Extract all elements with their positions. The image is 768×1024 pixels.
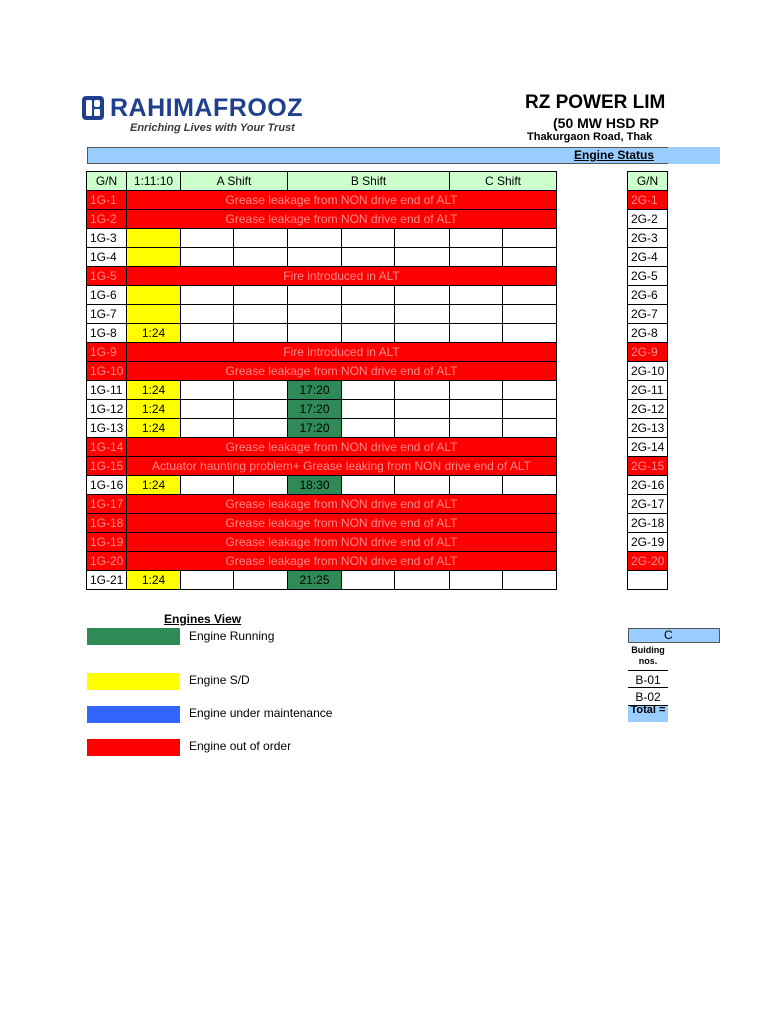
- shift-cell: [342, 248, 395, 267]
- shift-cell: [234, 324, 288, 343]
- rahimafrooz-logo-icon: [82, 96, 104, 120]
- fault-note-cell: Grease leakage from NON drive end of ALT: [127, 210, 557, 229]
- shift-cell: [395, 400, 450, 419]
- shutdown-time-cell: [127, 248, 181, 267]
- legend-swatch-out-of-order: [87, 739, 180, 756]
- building-header-text: C: [664, 628, 673, 642]
- shift-cell: [503, 381, 557, 400]
- shift-cell: [395, 419, 450, 438]
- engine-id-cell: 2G-19: [628, 533, 668, 552]
- logo-tagline: Enriching Lives with Your Trust: [130, 122, 295, 134]
- engine-status-table: [86, 171, 557, 590]
- company-logo: [82, 94, 312, 136]
- engine-id-cell: 1G-15: [87, 457, 127, 476]
- running-time-cell: [288, 286, 342, 305]
- shift-cell: [395, 248, 450, 267]
- table-row: [87, 533, 557, 552]
- shift-cell: [234, 248, 288, 267]
- table-row: [87, 514, 557, 533]
- fault-note-cell: Grease leakage from NON drive end of ALT: [127, 362, 557, 381]
- company-title: RZ POWER LIM: [525, 92, 666, 113]
- shift-cell: [342, 286, 395, 305]
- shift-cell: [234, 381, 288, 400]
- engine-id-cell: 2G-15: [628, 457, 668, 476]
- legend-label-shutdown: Engine S/D: [189, 673, 250, 687]
- shift-cell: [395, 381, 450, 400]
- engine-id-cell: 2G-12: [628, 400, 668, 419]
- legend-swatch-running: [87, 628, 180, 645]
- shift-cell: [395, 324, 450, 343]
- shift-cell: [234, 286, 288, 305]
- shutdown-time-cell: 1:24: [127, 419, 181, 438]
- engine-id-cell: 1G-18: [87, 514, 127, 533]
- table-row: [87, 571, 557, 590]
- shift-cell: [234, 400, 288, 419]
- shift-cell: [395, 571, 450, 590]
- shift-cell: [342, 381, 395, 400]
- engine-id-cell: 1G-2: [87, 210, 127, 229]
- running-time-cell: 17:20: [288, 400, 342, 419]
- fault-note-cell: Grease leakage from NON drive end of ALT: [127, 438, 557, 457]
- shift-cell: [181, 229, 234, 248]
- fault-note-cell: Grease leakage from NON drive end of ALT: [127, 191, 557, 210]
- shutdown-time-cell: [127, 286, 181, 305]
- shutdown-time-cell: 1:24: [127, 324, 181, 343]
- fault-note-cell: Grease leakage from NON drive end of ALT: [127, 514, 557, 533]
- engine-id-cell: 1G-7: [87, 305, 127, 324]
- engine-id-cell: 1G-13: [87, 419, 127, 438]
- shift-cell: [181, 286, 234, 305]
- fault-note-cell: Fire introduced in ALT: [127, 343, 557, 362]
- shift-cell: [503, 305, 557, 324]
- shift-cell: [234, 229, 288, 248]
- running-time-cell: 17:20: [288, 419, 342, 438]
- building-header-continuation: [668, 628, 720, 643]
- running-time-cell: [288, 229, 342, 248]
- shutdown-time-cell: 1:24: [127, 476, 181, 495]
- logo-wordmark: RAHIMAFROOZ: [110, 94, 303, 122]
- engine-id-cell: 2G-6: [628, 286, 668, 305]
- header-a-shift: A Shift: [181, 172, 288, 191]
- shift-cell: [503, 571, 557, 590]
- shift-cell: [450, 400, 503, 419]
- table-row: [87, 248, 557, 267]
- shift-cell: [342, 419, 395, 438]
- shift-cell: [503, 248, 557, 267]
- shift-cell: [181, 248, 234, 267]
- engine-id-cell: 1G-10: [87, 362, 127, 381]
- engine-id-cell: 1G-3: [87, 229, 127, 248]
- table-row: [87, 381, 557, 400]
- engine-id-cell: 2G-20: [628, 552, 668, 571]
- engine-id-cell: 2G-1: [628, 191, 668, 210]
- building-row: B-01: [628, 670, 668, 688]
- shift-cell: [342, 400, 395, 419]
- table-row: [87, 191, 557, 210]
- shift-cell: [181, 324, 234, 343]
- engine-id-cell: 1G-4: [87, 248, 127, 267]
- engine-id-cell: 1G-8: [87, 324, 127, 343]
- table-row: [87, 343, 557, 362]
- fault-note-cell: Grease leakage from NON drive end of ALT: [127, 533, 557, 552]
- engine-id-cell: 2G-3: [628, 229, 668, 248]
- engine-id-cell: 1G-11: [87, 381, 127, 400]
- engine-id-cell: 2G-5: [628, 267, 668, 286]
- engine-id-cell: 2G-8: [628, 324, 668, 343]
- running-time-cell: [288, 324, 342, 343]
- table-row: [87, 495, 557, 514]
- engine-status-bar-continuation: [668, 147, 720, 164]
- shift-cell: [181, 381, 234, 400]
- shutdown-time-cell: 1:24: [127, 400, 181, 419]
- shutdown-time-cell: 1:24: [127, 381, 181, 400]
- building-column-label: Buiding nos.: [631, 645, 665, 666]
- running-time-cell: [288, 248, 342, 267]
- table-row: [87, 324, 557, 343]
- shutdown-time-cell: [127, 305, 181, 324]
- shutdown-time-cell: 1:24: [127, 571, 181, 590]
- shift-cell: [234, 419, 288, 438]
- table-row: [87, 286, 557, 305]
- engine-id-cell: 2G-16: [628, 476, 668, 495]
- shift-cell: [450, 324, 503, 343]
- engine-id-cell: 1G-12: [87, 400, 127, 419]
- shift-cell: [181, 476, 234, 495]
- shift-cell: [450, 381, 503, 400]
- running-time-cell: 17:20: [288, 381, 342, 400]
- running-time-cell: 18:30: [288, 476, 342, 495]
- table-row: [87, 229, 557, 248]
- shift-cell: [181, 419, 234, 438]
- shift-cell: [503, 419, 557, 438]
- shift-cell: [342, 324, 395, 343]
- fault-note-cell: Grease leakage from NON drive end of ALT: [127, 495, 557, 514]
- plant-address: Thakurgaon Road, Thak: [527, 131, 653, 143]
- table-row: [87, 267, 557, 286]
- building-total: Total =: [628, 706, 668, 722]
- fault-note-cell: Actuator haunting problem+ Grease leaking from NON drive end of ALT: [127, 457, 557, 476]
- table-header-row: [87, 172, 557, 191]
- legend-title: Engines View: [164, 612, 242, 626]
- engine-id-cell: 2G-7: [628, 305, 668, 324]
- shift-cell: [181, 400, 234, 419]
- clip-mask: [668, 165, 768, 605]
- engine-status-label: Engine Status: [574, 148, 655, 162]
- legend-label-maintenance: Engine under maintenance: [189, 706, 333, 720]
- table-row: [87, 552, 557, 571]
- engine-id-cell: 1G-20: [87, 552, 127, 571]
- engine-id-cell: 1G-5: [87, 267, 127, 286]
- shift-cell: [342, 476, 395, 495]
- engine-id-cell: 2G-14: [628, 438, 668, 457]
- shift-cell: [234, 305, 288, 324]
- plant-subtitle: (50 MW HSD RP: [553, 115, 659, 131]
- engine-id-cell: 1G-6: [87, 286, 127, 305]
- shift-cell: [450, 571, 503, 590]
- header-time: 1:11:10: [127, 172, 181, 191]
- shift-cell: [342, 571, 395, 590]
- shift-cell: [450, 248, 503, 267]
- shift-cell: [450, 419, 503, 438]
- shift-cell: [181, 305, 234, 324]
- shift-cell: [342, 305, 395, 324]
- engine-id-cell: 1G-1: [87, 191, 127, 210]
- fault-note-cell: Grease leakage from NON drive end of ALT: [127, 552, 557, 571]
- shift-cell: [503, 400, 557, 419]
- table-row: [87, 362, 557, 381]
- engine-id-cell: 1G-9: [87, 343, 127, 362]
- shift-cell: [503, 229, 557, 248]
- building-row: B-02: [628, 688, 668, 706]
- shift-cell: [503, 286, 557, 305]
- header-b-shift: B Shift: [288, 172, 450, 191]
- engine-id-cell: [628, 571, 668, 590]
- table-row: [87, 419, 557, 438]
- engine-id-cell: 1G-19: [87, 533, 127, 552]
- shift-cell: [395, 305, 450, 324]
- shift-cell: [181, 571, 234, 590]
- table-row: [87, 438, 557, 457]
- shift-cell: [503, 324, 557, 343]
- engine-id-cell: 1G-14: [87, 438, 127, 457]
- engine-id-cell: 2G-4: [628, 248, 668, 267]
- engine-id-cell: 2G-10: [628, 362, 668, 381]
- header-gn: G/N: [87, 172, 127, 191]
- legend-swatch-shutdown: [87, 673, 180, 690]
- legend-label-out-of-order: Engine out of order: [189, 739, 292, 753]
- shift-cell: [450, 229, 503, 248]
- table-row: [87, 476, 557, 495]
- engine-id-cell: 2G-18: [628, 514, 668, 533]
- shift-cell: [234, 571, 288, 590]
- engine-id-cell: 1G-17: [87, 495, 127, 514]
- engine-id-cell: 2G-9: [628, 343, 668, 362]
- shift-cell: [450, 476, 503, 495]
- table-row: [87, 210, 557, 229]
- engine-id-cell: 1G-16: [87, 476, 127, 495]
- table-row: [87, 400, 557, 419]
- shift-cell: [395, 476, 450, 495]
- shutdown-time-cell: [127, 229, 181, 248]
- table-row: [87, 305, 557, 324]
- legend-swatch-maintenance: [87, 706, 180, 723]
- shift-cell: [450, 286, 503, 305]
- running-time-cell: 21:25: [288, 571, 342, 590]
- engine-id-cell: 1G-21: [87, 571, 127, 590]
- shift-cell: [234, 476, 288, 495]
- shift-cell: [395, 286, 450, 305]
- engine-id-cell: 2G-2: [628, 210, 668, 229]
- shift-cell: [395, 229, 450, 248]
- shift-cell: [450, 305, 503, 324]
- engine-id-cell: 2G-11: [628, 381, 668, 400]
- running-time-cell: [288, 305, 342, 324]
- header-c-shift: C Shift: [450, 172, 557, 191]
- engine-id-cell: 2G-13: [628, 419, 668, 438]
- table-row: [87, 457, 557, 476]
- legend-label-running: Engine Running: [189, 629, 275, 643]
- header-gn: G/N: [628, 172, 668, 191]
- engine-id-cell: 2G-17: [628, 495, 668, 514]
- shift-cell: [342, 229, 395, 248]
- shift-cell: [503, 476, 557, 495]
- fault-note-cell: Fire introduced in ALT: [127, 267, 557, 286]
